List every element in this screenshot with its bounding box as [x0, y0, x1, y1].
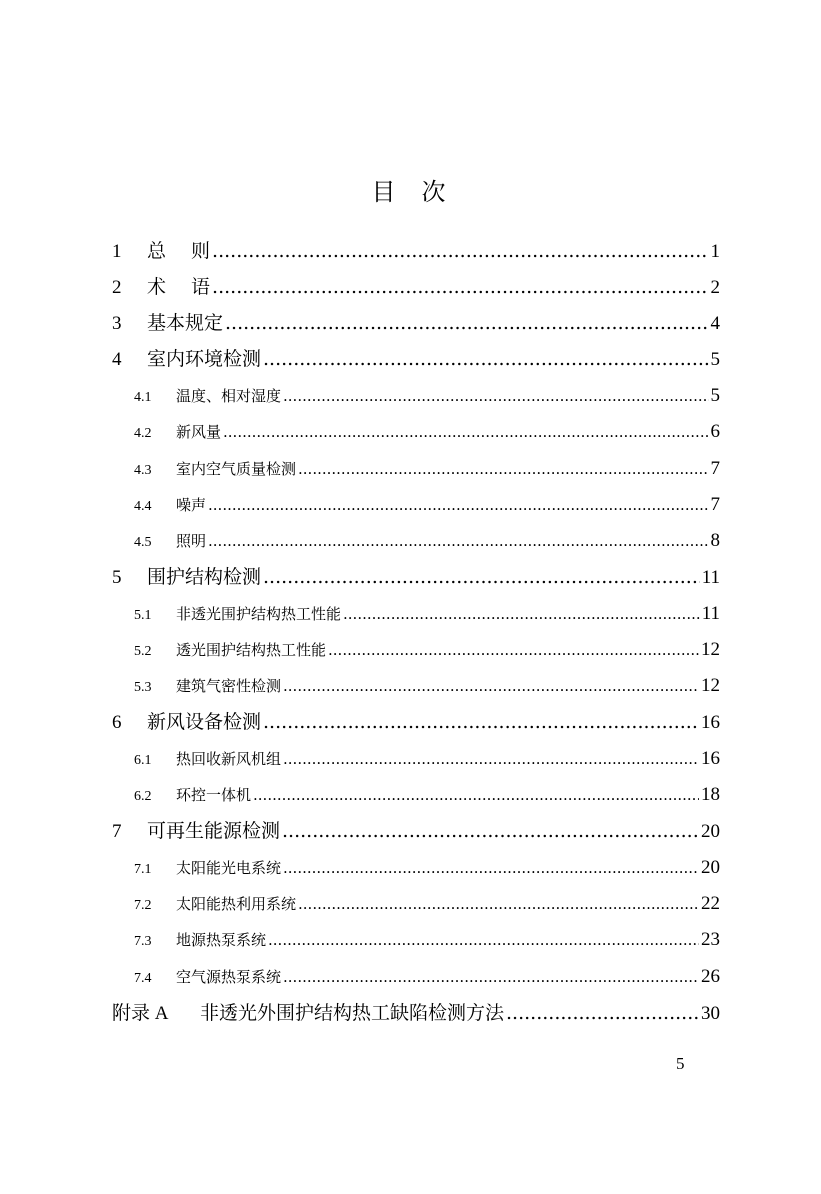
toc-leader-dots: [212, 272, 708, 302]
toc-leader-dots: [283, 744, 699, 774]
toc-entry-number: 附录 A: [112, 1003, 169, 1024]
toc-entry-number: 7.3: [134, 934, 152, 949]
toc-leader-dots: [298, 454, 708, 484]
toc-entry-number: 6.1: [134, 753, 152, 768]
toc-entry-page: 5: [710, 385, 720, 406]
toc-entry-number: 4.2: [134, 426, 152, 441]
toc-leader-dots: [283, 381, 708, 411]
toc-entry-number: 6: [112, 712, 122, 733]
toc-leader-dots: [253, 780, 699, 810]
toc-entry-label: 新风设备检测: [147, 711, 262, 733]
toc-entry-label: 空气源热泵系统: [176, 968, 282, 986]
toc-entry[interactable]: [112, 344, 720, 374]
toc-entry-label: 基本规定: [147, 312, 224, 334]
toc-entry[interactable]: [112, 308, 720, 338]
toc-leader-dots: [208, 490, 708, 520]
toc-leader-dots: [263, 562, 700, 592]
toc-entry[interactable]: [112, 236, 720, 266]
toc-entry[interactable]: [134, 853, 720, 883]
title-char-1: 目: [371, 178, 400, 206]
toc-leader-dots: [283, 962, 699, 992]
toc-entry-page: 20: [701, 821, 720, 842]
toc-entry-label: 新风量: [176, 423, 222, 441]
toc-entry-page: 8: [710, 530, 720, 551]
toc-entry-label: 术 语: [147, 276, 211, 298]
toc-entry[interactable]: [112, 562, 720, 592]
toc-entry-label: 热回收新风机组: [176, 750, 282, 768]
toc-entry[interactable]: [134, 490, 720, 520]
toc-entry-page: 16: [701, 712, 720, 733]
toc-entry-label: 太阳能光电系统: [176, 859, 282, 877]
toc-entry-label: 温度、相对湿度: [176, 387, 282, 405]
toc-entry-page: 30: [701, 1003, 720, 1024]
toc-entry[interactable]: [112, 998, 720, 1028]
toc-entry-number: 5: [112, 567, 122, 588]
toc-entry-number: 7.2: [134, 898, 152, 913]
toc-entry[interactable]: [134, 599, 720, 629]
page-title: [0, 172, 821, 207]
toc-entry-number: 4.1: [134, 390, 152, 405]
toc-entry-label: 建筑气密性检测: [176, 677, 282, 695]
toc-leader-dots: [212, 236, 708, 266]
toc-entry-page: 22: [701, 893, 720, 914]
toc-entry-page: 20: [701, 857, 720, 878]
toc-entry-page: 6: [710, 421, 720, 442]
toc-entry[interactable]: [134, 889, 720, 919]
toc-entry[interactable]: [134, 454, 720, 484]
toc-entry[interactable]: [134, 381, 720, 411]
title-char-2: 次: [421, 178, 450, 206]
footer-page-number: 5: [676, 1054, 685, 1073]
toc-entry-label: 室内空气质量检测: [176, 460, 297, 478]
toc-entry-page: 12: [701, 675, 720, 696]
toc-entry-page: 1: [710, 241, 720, 262]
toc-entry-label: 总 则: [147, 240, 211, 262]
toc-leader-dots: [343, 599, 700, 629]
toc-leader-dots: [283, 671, 699, 701]
toc-entry-number: 5.1: [134, 608, 152, 623]
toc-entry-number: 7: [112, 821, 122, 842]
toc-leader-dots: [506, 998, 699, 1028]
toc-entry-page: 2: [710, 277, 720, 298]
toc-entry[interactable]: [134, 744, 720, 774]
toc-entry[interactable]: [134, 780, 720, 810]
toc-entry[interactable]: [112, 272, 720, 302]
toc-entry[interactable]: [134, 417, 720, 447]
toc-entry-label: 围护结构检测: [147, 566, 262, 588]
toc-entry-number: 7.4: [134, 971, 152, 986]
toc-leader-dots: [268, 925, 699, 955]
toc-entry-label: 太阳能热利用系统: [176, 895, 297, 913]
toc-leader-dots: [223, 417, 708, 447]
toc-leader-dots: [263, 707, 699, 737]
toc-entry-number: 4: [112, 349, 122, 370]
toc-entry-number: 3: [112, 313, 122, 334]
toc-leader-dots: [298, 889, 699, 919]
toc-entry-number: 4.4: [134, 499, 152, 514]
toc-entry-number: 5.3: [134, 680, 152, 695]
toc-entry-number: 2: [112, 277, 122, 298]
toc-entry[interactable]: [134, 526, 720, 556]
toc-leader-dots: [328, 635, 699, 665]
toc-entry-number: 6.2: [134, 789, 152, 804]
toc-entry-number: 4.5: [134, 535, 152, 550]
toc-entry-label: 非透光围护结构热工性能: [176, 605, 342, 623]
toc-entry[interactable]: [112, 707, 720, 737]
toc-entry-number: 5.2: [134, 644, 152, 659]
toc-entry-label: 室内环境检测: [147, 348, 262, 370]
toc-entry-label: 透光围护结构热工性能: [176, 641, 327, 659]
toc-entry-page: 11: [701, 567, 720, 588]
toc-entry-page: 7: [710, 458, 720, 479]
toc-entry-page: 16: [701, 748, 720, 769]
toc-entry-page: 12: [701, 639, 720, 660]
toc-entry-label: 非透光外围护结构热工缺陷检测方法: [200, 1002, 505, 1024]
toc-entry-label: 地源热泵系统: [176, 931, 267, 949]
toc-leader-dots: [225, 308, 708, 338]
toc-leader-dots: [283, 853, 699, 883]
toc-leader-dots: [263, 344, 708, 374]
toc-entry[interactable]: [134, 671, 720, 701]
toc-leader-dots: [208, 526, 708, 556]
toc-entry-page: 7: [710, 494, 720, 515]
toc-entry-label: 可再生能源检测: [147, 820, 281, 842]
toc-entry-page: 18: [701, 784, 720, 805]
toc-entry-label: 环控一体机: [176, 786, 252, 804]
toc-entry-page: 4: [710, 313, 720, 334]
toc-entry-number: 4.3: [134, 463, 152, 478]
toc-entry-page: 23: [701, 929, 720, 950]
toc-entry-label: 噪声: [176, 496, 207, 514]
toc-entry[interactable]: [134, 635, 720, 665]
toc-leader-dots: [282, 816, 699, 846]
toc-entry[interactable]: [112, 816, 720, 846]
toc-entry-page: 11: [701, 603, 720, 624]
toc-entry-number: 1: [112, 241, 122, 262]
toc-entry-page: 5: [710, 349, 720, 370]
toc-entry[interactable]: [134, 925, 720, 955]
toc-entry-page: 26: [701, 966, 720, 987]
toc-entry-label: 照明: [176, 532, 207, 550]
toc-entry-number: 7.1: [134, 862, 152, 877]
toc-entry[interactable]: [134, 962, 720, 992]
